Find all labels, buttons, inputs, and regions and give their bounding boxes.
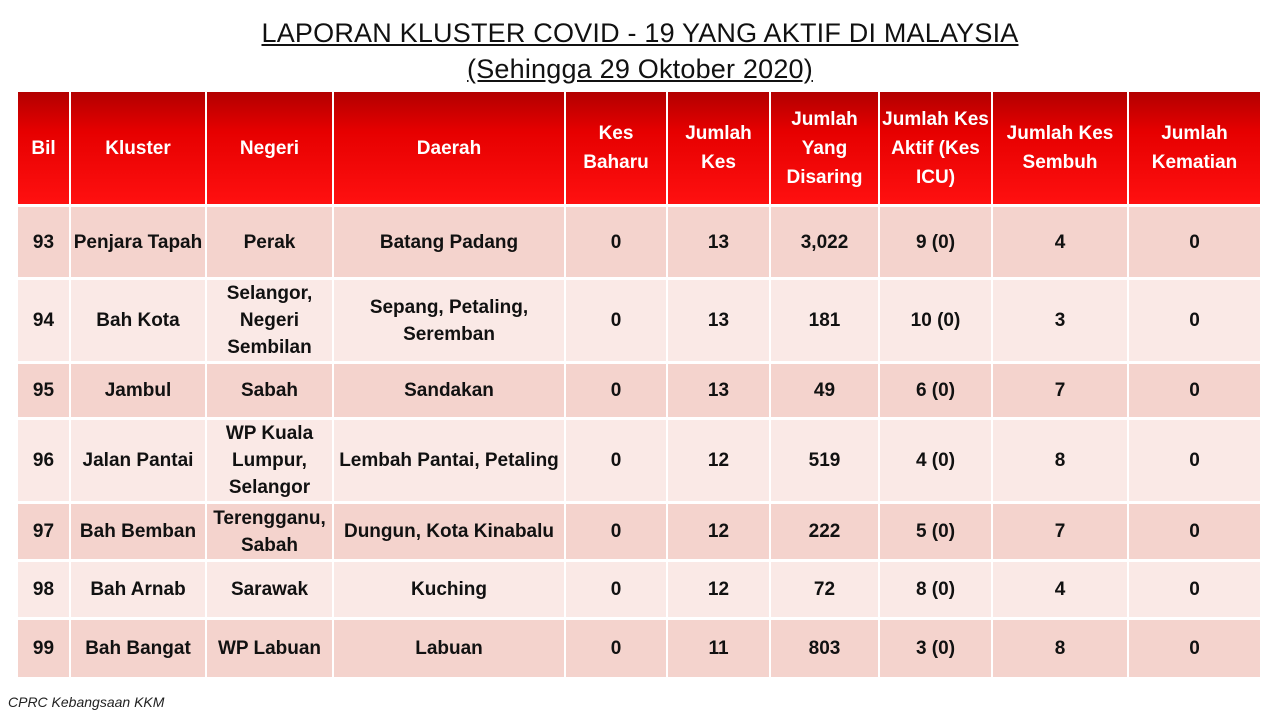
- cell-jumlah-kes: 13: [667, 279, 770, 363]
- cell-bil: 93: [18, 206, 70, 279]
- col-header-kes-sembuh: Jumlah Kes Sembuh: [992, 92, 1128, 206]
- cell-kluster: Jambul: [70, 363, 206, 419]
- cell-kluster: Bah Arnab: [70, 561, 206, 619]
- cell-kluster: Bah Bangat: [70, 619, 206, 677]
- cell-kes-sembuh: 7: [992, 363, 1128, 419]
- cell-daerah: Sandakan: [333, 363, 565, 419]
- cell-jumlah-disaring: 3,022: [770, 206, 879, 279]
- cell-kes-sembuh: 8: [992, 419, 1128, 503]
- cell-kluster: Bah Bemban: [70, 503, 206, 561]
- cell-kes-baharu: 0: [565, 503, 667, 561]
- cell-jumlah-kes: 12: [667, 503, 770, 561]
- cell-bil: 94: [18, 279, 70, 363]
- cell-kes-aktif: 9 (0): [879, 206, 992, 279]
- cell-negeri: Selangor, Negeri Sembilan: [206, 279, 333, 363]
- cell-negeri: Sabah: [206, 363, 333, 419]
- cell-kes-baharu: 0: [565, 206, 667, 279]
- cell-kluster: Penjara Tapah: [70, 206, 206, 279]
- cell-jumlah-kes: 13: [667, 363, 770, 419]
- report-subtitle: (Sehingga 29 Oktober 2020): [467, 54, 813, 84]
- cell-kes-aktif: 3 (0): [879, 619, 992, 677]
- cell-kematian: 0: [1128, 619, 1260, 677]
- cell-kematian: 0: [1128, 206, 1260, 279]
- col-header-jumlah-disaring: Jumlah Yang Disaring: [770, 92, 879, 206]
- col-header-bil: Bil: [18, 92, 70, 206]
- cell-kematian: 0: [1128, 419, 1260, 503]
- cell-daerah: Labuan: [333, 619, 565, 677]
- cell-kes-sembuh: 4: [992, 561, 1128, 619]
- cell-kes-sembuh: 8: [992, 619, 1128, 677]
- report-title: LAPORAN KLUSTER COVID - 19 YANG AKTIF DI MALAYSIA: [261, 18, 1019, 48]
- cell-kes-aktif: 8 (0): [879, 561, 992, 619]
- cell-negeri: Terengganu, Sabah: [206, 503, 333, 561]
- col-header-kes-baharu: Kes Baharu: [565, 92, 667, 206]
- cell-kes-baharu: 0: [565, 619, 667, 677]
- cell-bil: 98: [18, 561, 70, 619]
- cell-daerah: Lembah Pantai, Petaling: [333, 419, 565, 503]
- cell-bil: 97: [18, 503, 70, 561]
- cell-daerah: Batang Padang: [333, 206, 565, 279]
- table-row: [18, 206, 1260, 279]
- cluster-table: [18, 92, 1260, 677]
- cell-kluster: Jalan Pantai: [70, 419, 206, 503]
- table-row: [18, 503, 1260, 561]
- cell-jumlah-disaring: 803: [770, 619, 879, 677]
- cell-negeri: Sarawak: [206, 561, 333, 619]
- cell-kes-baharu: 0: [565, 363, 667, 419]
- cell-kematian: 0: [1128, 561, 1260, 619]
- cell-negeri: WP Kuala Lumpur, Selangor: [206, 419, 333, 503]
- col-header-negeri: Negeri: [206, 92, 333, 206]
- table-row: [18, 363, 1260, 419]
- cell-jumlah-kes: 13: [667, 206, 770, 279]
- table-body: [18, 206, 1260, 677]
- cell-negeri: Perak: [206, 206, 333, 279]
- cell-daerah: Dungun, Kota Kinabalu: [333, 503, 565, 561]
- cell-jumlah-kes: 12: [667, 419, 770, 503]
- cell-kes-aktif: 10 (0): [879, 279, 992, 363]
- cell-jumlah-disaring: 222: [770, 503, 879, 561]
- cell-kematian: 0: [1128, 363, 1260, 419]
- cell-kematian: 0: [1128, 279, 1260, 363]
- source-footer: CPRC Kebangsaan KKM: [8, 694, 165, 710]
- table-row: [18, 561, 1260, 619]
- cell-kes-sembuh: 3: [992, 279, 1128, 363]
- cell-bil: 96: [18, 419, 70, 503]
- cell-kes-sembuh: 4: [992, 206, 1128, 279]
- cell-kes-baharu: 0: [565, 561, 667, 619]
- cell-kes-aktif: 6 (0): [879, 363, 992, 419]
- cell-jumlah-disaring: 49: [770, 363, 879, 419]
- cell-kematian: 0: [1128, 503, 1260, 561]
- col-header-daerah: Daerah: [333, 92, 565, 206]
- cell-negeri: WP Labuan: [206, 619, 333, 677]
- table-row: [18, 279, 1260, 363]
- cell-kes-aktif: 5 (0): [879, 503, 992, 561]
- cell-bil: 95: [18, 363, 70, 419]
- cell-kes-baharu: 0: [565, 279, 667, 363]
- table-header-row: [18, 92, 1260, 206]
- col-header-jumlah-kes: Jumlah Kes: [667, 92, 770, 206]
- cell-jumlah-kes: 11: [667, 619, 770, 677]
- cell-bil: 99: [18, 619, 70, 677]
- cell-jumlah-disaring: 519: [770, 419, 879, 503]
- cell-kes-baharu: 0: [565, 419, 667, 503]
- cell-jumlah-kes: 12: [667, 561, 770, 619]
- col-header-kes-aktif: Jumlah Kes Aktif (Kes ICU): [879, 92, 992, 206]
- cell-kes-aktif: 4 (0): [879, 419, 992, 503]
- table-row: [18, 619, 1260, 677]
- col-header-kluster: Kluster: [70, 92, 206, 206]
- col-header-kematian: Jumlah Kematian: [1128, 92, 1260, 206]
- table-row: [18, 419, 1260, 503]
- cell-kes-sembuh: 7: [992, 503, 1128, 561]
- cell-jumlah-disaring: 181: [770, 279, 879, 363]
- cell-daerah: Sepang, Petaling, Seremban: [333, 279, 565, 363]
- cell-kluster: Bah Kota: [70, 279, 206, 363]
- cell-daerah: Kuching: [333, 561, 565, 619]
- cell-jumlah-disaring: 72: [770, 561, 879, 619]
